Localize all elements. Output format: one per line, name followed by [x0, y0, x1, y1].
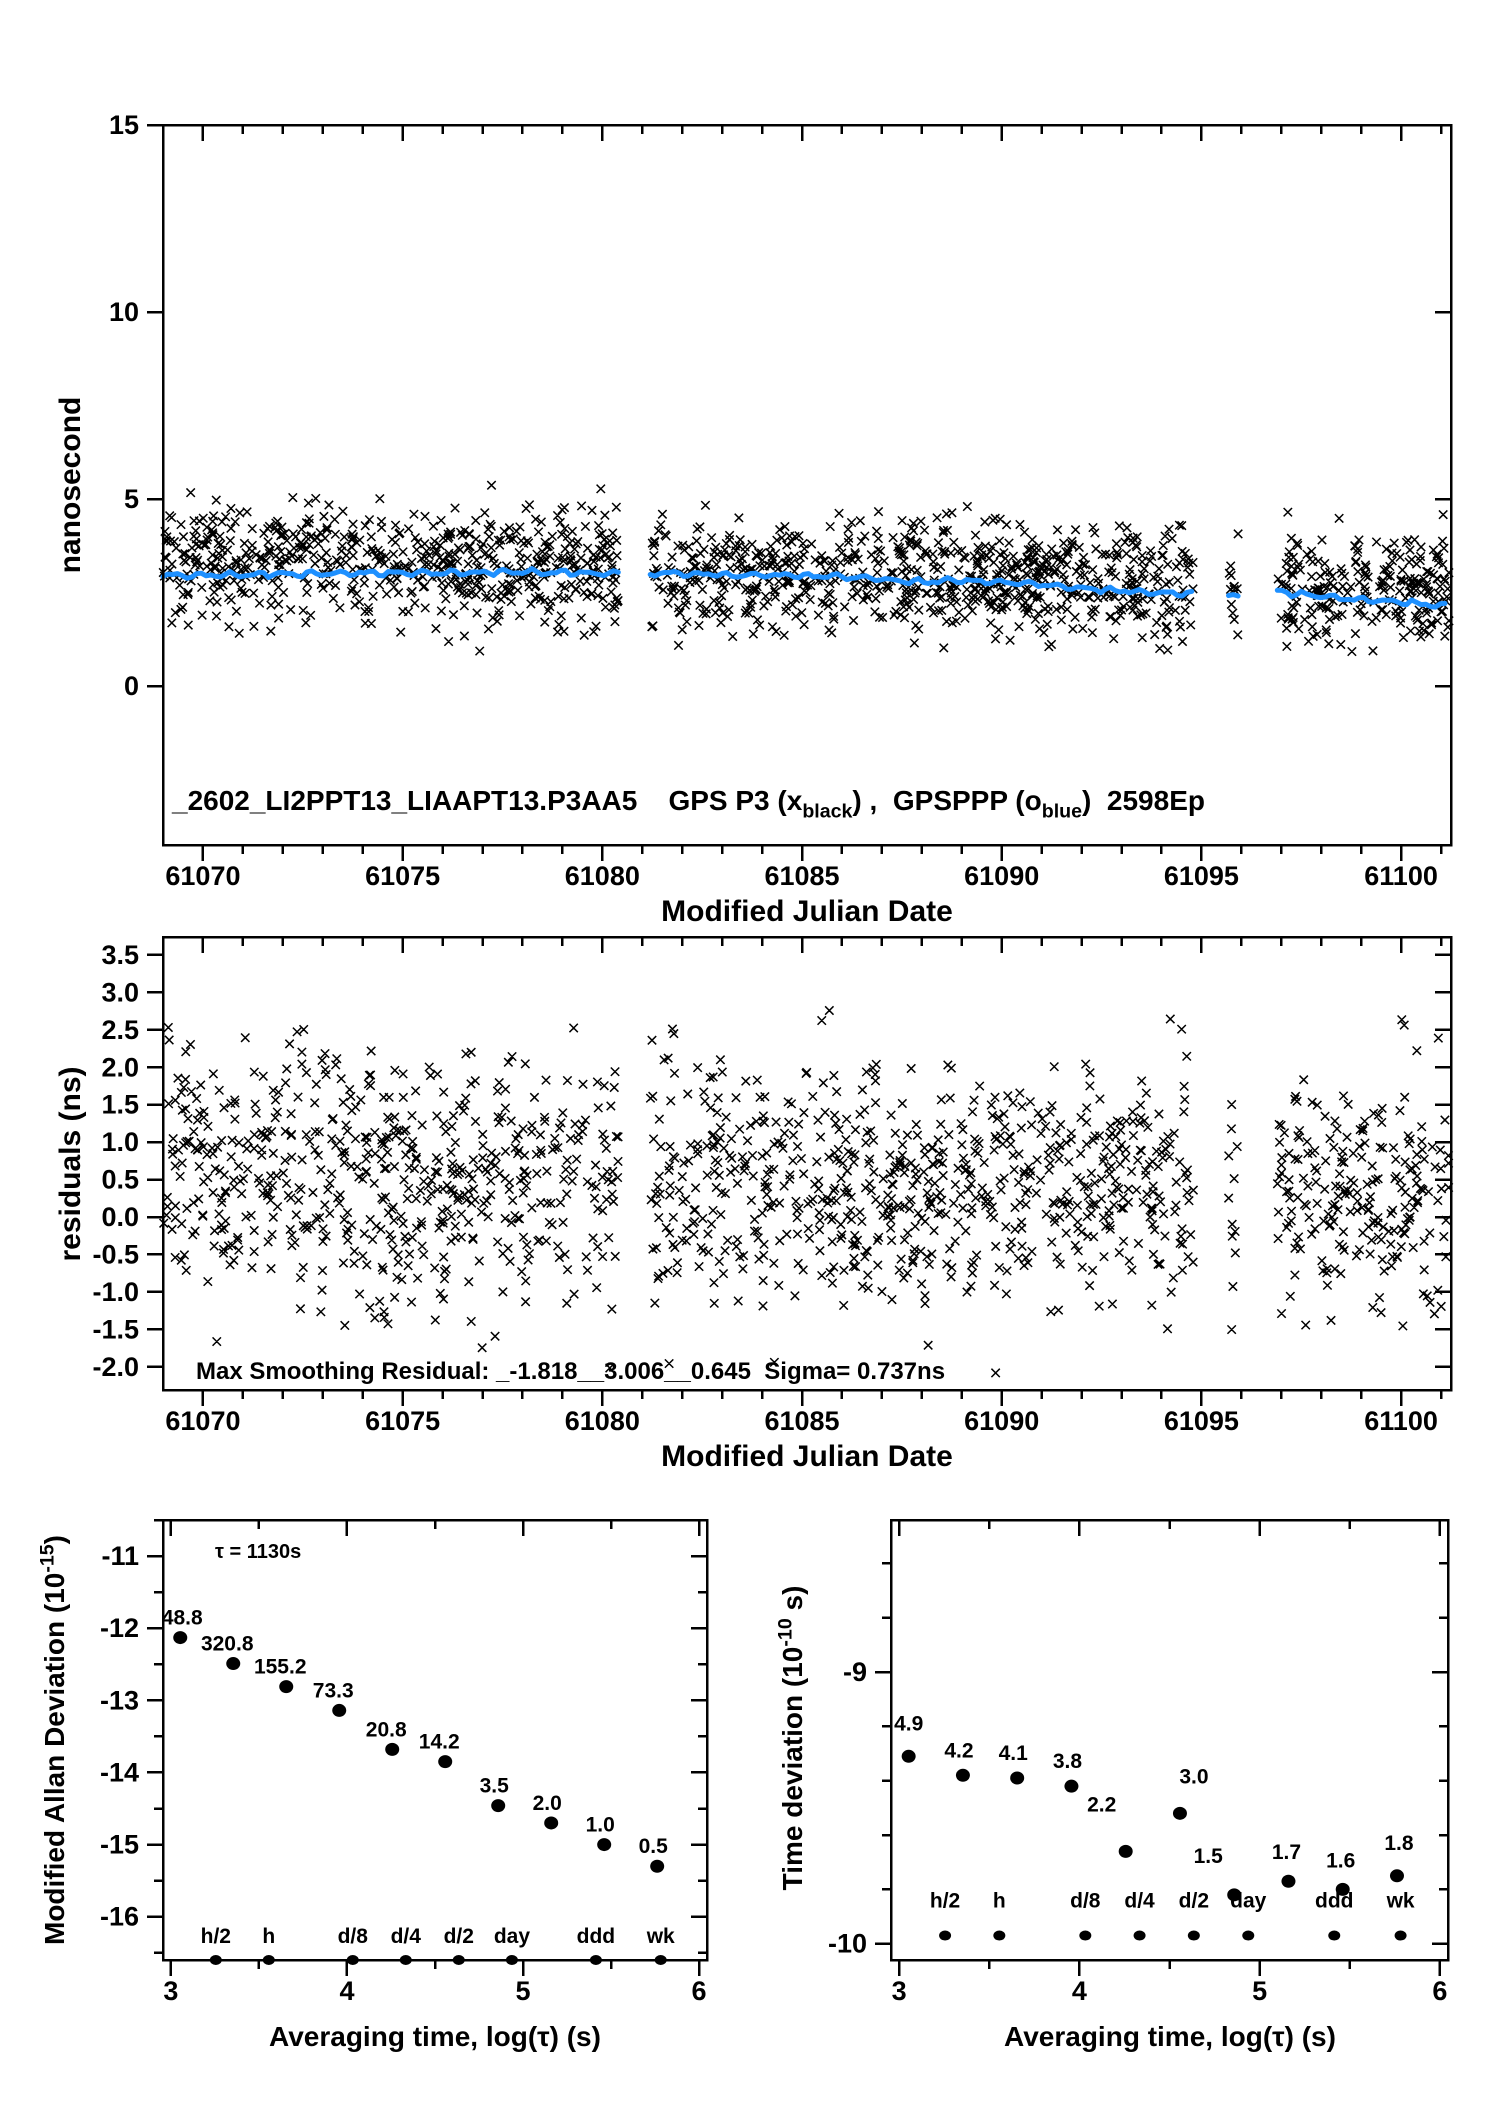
mdev-chart-annotation-0: τ = 1130s	[215, 1541, 302, 1563]
tdev-chart-tau-marker-dot	[1134, 1931, 1146, 1941]
tdev-chart-point-label: 1.8	[1384, 1831, 1414, 1855]
top-chart-x-tick-label: 61095	[1163, 861, 1239, 891]
tdev-chart-x-tick-labels	[892, 1976, 1448, 2006]
top-chart-ticks	[147, 125, 1451, 861]
residuals-chart-y-tick-label: 2.5	[101, 1014, 139, 1045]
top-chart-frame	[163, 125, 1451, 845]
tdev-chart-point-label: 3.8	[1052, 1750, 1083, 1774]
tdev-chart-tau-marker-dot	[1079, 1931, 1091, 1941]
tdev-chart-tau-marker-dot	[939, 1931, 951, 1941]
mdev-chart-point-label: 0.5	[638, 1835, 668, 1859]
mdev-chart-tau-marker-dot	[453, 1955, 465, 1965]
top-chart-y-tick-label: 0	[123, 671, 139, 702]
top-chart-y-axis-title: nanosecond	[54, 396, 87, 574]
top-chart-x-axis-title: Modified Julian Date	[661, 895, 953, 928]
mdev-chart-tau-marker-label: wk	[646, 1925, 675, 1948]
residuals-chart-x-axis-title: Modified Julian Date	[661, 1440, 953, 1473]
mdev-chart-tau-marker-dot	[400, 1955, 412, 1965]
tdev-chart-tau-marker-label: day	[1230, 1889, 1267, 1913]
top-chart-y-tick-label: 15	[108, 110, 139, 140]
tdev-chart-point-label: 4.9	[894, 1712, 924, 1736]
top-chart-y-tick-label: 5	[123, 484, 139, 515]
residuals-chart-y-tick-label: -2.0	[92, 1351, 139, 1382]
mdev-chart-point	[332, 1704, 346, 1717]
mdev-chart-tau-marker-label: h	[262, 1925, 276, 1948]
mdev-chart-tau-marker-label: d/4	[390, 1925, 421, 1948]
residuals-chart-y-tick-label: 2.0	[101, 1052, 139, 1083]
top-chart-x-tick-labels	[165, 861, 1437, 891]
tdev-chart-y-tick-labels	[828, 1657, 867, 1959]
residuals-chart-x-tick-label: 61100	[1364, 1406, 1438, 1436]
residuals-chart-y-tick-label: 0.5	[101, 1164, 139, 1195]
tdev-chart-point-label: 3.0	[1179, 1765, 1209, 1789]
tdev-chart-tau-marker-dot	[1242, 1931, 1254, 1941]
residuals-chart-x-tick-label: 61090	[964, 1406, 1040, 1436]
mdev-chart-x-tick-label: 5	[515, 1976, 531, 2006]
mdev-chart-point-label: 14.2	[418, 1730, 460, 1754]
top-chart-y-tick-labels	[109, 110, 139, 701]
tdev-chart-point	[1281, 1875, 1295, 1888]
mdev-chart-x-tick-label: 6	[691, 1976, 707, 2006]
tdev-chart-tau-marker-dot	[1328, 1931, 1340, 1941]
mdev-chart-point-label: 3.5	[479, 1774, 509, 1798]
tdev-chart-point-label: 1.7	[1271, 1841, 1302, 1865]
top-chart-x-tick-label: 61090	[964, 861, 1040, 891]
mdev-chart-y-tick-label: -13	[99, 1685, 139, 1716]
mdev-chart-point	[438, 1755, 452, 1768]
mdev-chart-point-label: 48.8	[161, 1606, 203, 1630]
mdev-chart-point-label: 155.2	[253, 1655, 307, 1679]
tdev-chart-y-axis-title: Time deviation ($10^{-10}$ s)	[774, 1585, 808, 1891]
tdev-chart-point-label: 4.2	[944, 1739, 974, 1763]
residuals-chart-x-tick-label: 61075	[365, 1406, 441, 1436]
residuals-chart-y-tick-label: -0.5	[92, 1239, 139, 1270]
residuals-chart-y-tick-label: 1.0	[101, 1127, 139, 1158]
mdev-chart-point-label: 2.0	[532, 1791, 562, 1815]
residuals-chart-ticks	[147, 937, 1451, 1406]
tdev-chart-point-label: 2.2	[1087, 1793, 1117, 1817]
tdev-chart-tau-marker-label: h/2	[929, 1889, 961, 1913]
tdev-chart-point-label: 1.5	[1193, 1844, 1223, 1868]
top-chart-x-tick-label: 61075	[365, 861, 441, 891]
residuals-chart-y-tick-label: 0.0	[101, 1202, 139, 1233]
residuals-chart-y-tick-label: 1.5	[101, 1089, 139, 1120]
residuals-chart-y-tick-label: 3.0	[101, 977, 139, 1008]
mdev-chart-x-axis-title: Averaging time, log(τ) (s)	[269, 2021, 601, 2052]
tdev-chart-point	[1119, 1845, 1133, 1858]
tdev-chart-tau-marker-label: d/2	[1178, 1889, 1210, 1913]
mdev-chart-tau-marker-label: ddd	[576, 1925, 616, 1948]
residuals-chart-y-tick-labels	[92, 940, 139, 1382]
tdev-chart-tau-marker-dot	[1188, 1931, 1200, 1941]
mdev-chart-y-tick-label: -12	[99, 1613, 139, 1644]
mdev-chart-tau-marker-dot	[590, 1955, 602, 1965]
tdev-chart-data-points	[894, 1712, 1414, 1901]
tdev-chart-point	[956, 1769, 970, 1782]
tdev-chart-tau-marker-dot	[993, 1931, 1005, 1941]
residuals-chart-y-tick-label: -1.5	[92, 1314, 139, 1345]
mdev-chart-tau-marker-label: d/2	[443, 1925, 474, 1948]
mdev-chart-tau-marker-dot	[347, 1955, 359, 1965]
tdev-chart-y-tick-label: -10	[827, 1928, 867, 1959]
mdev-chart-point	[279, 1680, 293, 1693]
top-chart-x-tick-label: 61080	[564, 861, 640, 891]
mdev-chart	[36, 1520, 707, 2052]
mdev-chart-point-label: 73.3	[312, 1679, 354, 1703]
tdev-chart-x-tick-label: 4	[1071, 1976, 1087, 2006]
tdev-chart-tau-marker-label: h	[992, 1889, 1006, 1913]
mdev-chart-x-tick-label: 3	[163, 1976, 179, 2006]
mdev-chart-tau-marker-dot	[210, 1955, 222, 1965]
tdev-chart-x-tick-label: 6	[1432, 1976, 1448, 2006]
residuals-chart-y-tick-label: -1.0	[92, 1276, 139, 1307]
mdev-chart-y-tick-labels	[100, 1541, 139, 1932]
tdev-chart	[774, 1520, 1448, 2052]
mdev-chart-point	[385, 1743, 399, 1756]
residuals-chart-x-tick-label: 61085	[764, 1406, 840, 1436]
mdev-chart-tau-marker-label: d/8	[337, 1925, 368, 1948]
top-chart	[54, 110, 1453, 928]
mdev-chart-tau-marker-label: day	[493, 1925, 531, 1948]
tdev-chart-point-label: 4.1	[998, 1742, 1028, 1766]
mdev-chart-point	[597, 1838, 611, 1851]
mdev-chart-point	[491, 1799, 505, 1812]
mdev-chart-point	[544, 1816, 558, 1829]
mdev-chart-data-points	[162, 1607, 668, 1873]
residuals-chart-x-tick-label: 61095	[1163, 1406, 1239, 1436]
tdev-chart-tau-marker-label: ddd	[1315, 1889, 1354, 1913]
tdev-chart-tau-marker-dot	[1395, 1931, 1407, 1941]
tdev-chart-point-label: 1.6	[1326, 1849, 1356, 1873]
tdev-chart-frame	[891, 1520, 1448, 1960]
residuals-chart-x-tick-labels	[165, 1406, 1437, 1436]
tdev-chart-point	[1064, 1780, 1078, 1793]
mdev-chart-x-tick-label: 4	[339, 1976, 355, 2006]
top-chart-annotation-0: _2602_LI2PPT13_LIAAPT13.P3AA5 GPS P3 $(x_{black})$ , GPSPPP $(o_{blue})$ 2598Ep	[172, 785, 1205, 823]
tdev-chart-tau-marker-label: d/8	[1070, 1889, 1101, 1913]
mdev-chart-x-tick-labels	[163, 1976, 706, 2006]
tdev-chart-tau-marker-label: d/4	[1124, 1889, 1155, 1913]
residuals-chart-annotation-0: Max Smoothing Residual: _-1.818__3.006__0.645 Sigma= 0.737ns	[196, 1358, 946, 1385]
mdev-chart-point	[173, 1631, 187, 1644]
mdev-chart-point-label: 20.8	[365, 1718, 407, 1742]
residuals-chart-y-tick-label: 3.5	[101, 939, 139, 970]
tdev-chart-point	[1390, 1869, 1404, 1882]
mdev-chart-point-label: 1.0	[585, 1813, 615, 1837]
top-chart-x-tick-label: 61070	[165, 861, 241, 891]
top-chart-x-tick-label: 61100	[1364, 861, 1438, 891]
mdev-chart-point	[650, 1860, 664, 1873]
residuals-chart	[54, 937, 1453, 1473]
top-chart-x-tick-label: 61085	[764, 861, 840, 891]
residuals-chart-x-tick-label: 61080	[564, 1406, 640, 1436]
mdev-chart-y-tick-label: -16	[99, 1901, 139, 1932]
tdev-chart-tau-markers	[930, 1890, 1415, 1941]
residuals-chart-frame	[163, 937, 1451, 1390]
tdev-chart-point	[1173, 1807, 1187, 1820]
tdev-chart-x-tick-label: 5	[1252, 1976, 1268, 2006]
tdev-chart-y-tick-label: -9	[842, 1657, 867, 1688]
tdev-chart-tau-marker-label: wk	[1386, 1889, 1415, 1913]
mdev-chart-point-label: 320.8	[200, 1632, 254, 1656]
tdev-chart-point	[902, 1750, 916, 1763]
mdev-chart-tau-marker-label: h/2	[200, 1925, 231, 1948]
tdev-chart-x-tick-label: 3	[891, 1976, 907, 2006]
top-chart-y-tick-label: 10	[108, 297, 139, 328]
tdev-chart-x-axis-title: Averaging time, log(τ) (s)	[1004, 2021, 1336, 2052]
mdev-chart-y-tick-label: -14	[99, 1757, 139, 1788]
mdev-chart-y-axis-title: Modified Allan Deviation $(10^{-15})$	[36, 1535, 70, 1945]
mdev-chart-point	[226, 1657, 240, 1670]
tdev-chart-point	[1010, 1772, 1024, 1785]
mdev-chart-tau-marker-dot	[506, 1955, 518, 1965]
mdev-chart-y-tick-label: -15	[99, 1829, 139, 1860]
residuals-chart-scatter-points	[160, 1006, 1453, 1377]
residuals-chart-y-axis-title: residuals (ns)	[54, 1066, 87, 1262]
top-chart-smoothed-line-2	[1229, 595, 1239, 596]
mdev-chart-tau-marker-dot	[263, 1955, 275, 1965]
mdev-chart-y-tick-label: -11	[101, 1541, 139, 1572]
residuals-chart-x-tick-label: 61070	[165, 1406, 241, 1436]
mdev-chart-tau-marker-dot	[655, 1955, 667, 1965]
top-chart-scatter-points	[159, 481, 1453, 656]
